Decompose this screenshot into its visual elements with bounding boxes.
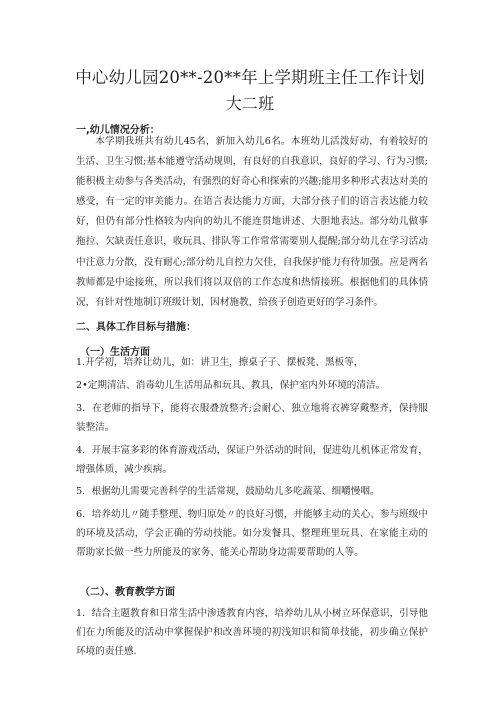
child-analysis-body <box>76 132 428 313</box>
subsection-heading-life: （一）生活方面 <box>80 347 150 358</box>
list-item: 2•定期清洁、消毒幼儿生活用品和玩具、教具，保护室内外环境的清洁。 <box>76 379 386 391</box>
document-title: 中心幼儿园20**-20**年上学期班主任工作计划 <box>75 68 425 87</box>
list-item: 5．根据幼儿需要完善科学的生活常规，鼓励幼儿多吃蔬菜、细嚼慢咽。 <box>76 486 380 498</box>
section-heading-goals: 二、具体工作目标与措施： <box>76 322 196 333</box>
child-analysis-paragraph: 本学期我班共有幼儿45名，新加入幼儿6名。本班幼儿活泼好动，有着较好的生活、卫生习惯;基本能遵守活动规则，有良好的自我意识，良好的学习、行为习惯;能积极主动参与各类活动，有强烈的好奇心和探索的兴趣;能用多种形式表达对美的感受，有一定的审美能力。在语言表达能力方面，大部分孩子们的语言表达能力较好，但仍有部分性格较为内向的幼儿不能连贯地讲述、大胆地表达。部分幼儿做事拖拉、欠缺责任意识，收玩具、排队等工作常常需要别人提醒;部分幼儿在学习活动中注意力分散，没有耐心;部分幼儿自控力欠佳，自我保护能力有待加强。应是两名教师都是中途接班，所以我们将以双倍的工作态度和热情接班。根据他们的具体情况，有针对性地制订班级计划，因材施教，给孩子创造更好的学习条件。 <box>76 136 428 308</box>
life-items-list <box>76 350 428 563</box>
list-item: 3．在老师的指导下，能将衣服叠放整齐;会耐心、独立地将衣裤穿戴整齐，保持服装整洁。 <box>76 402 428 433</box>
section-heading-child-analysis: 一,幼儿情况分析： <box>76 125 160 136</box>
class-name-subtitle: 大二班 <box>225 94 275 113</box>
teaching-items-list <box>76 600 428 662</box>
list-item: 6．培养幼儿〃随手整理、物归原处〃的良好习惯，并能够主动的关心、参与班级中的环境及活动，学会正确的劳动技能。如分发餐具、整理班里玩具、在家能主动的帮助家长做一些力所能及的家务、能关心帮助身边需要帮助的人等。 <box>76 509 428 559</box>
list-item: 1.开学初，培养让幼儿，如：讲卫生，擦桌子子、摆板凳、黑板等， <box>76 357 364 368</box>
list-item: 1．结合主题教育和日常生活中渗透教育内容，培养幼儿从小树立环保意识，引导他们在力所能及的活动中掌握保护和改善环境的初浅知识和简单技能，初步确立保护环境的责任感. <box>76 608 428 658</box>
subsection-heading-teaching: （二）、教育教学方面 <box>80 587 175 598</box>
list-item: 4．开展丰富多彩的体育游戏活动，保证户外活动的时间，促进幼儿机体正常发育，增强体质，减少疾病。 <box>76 444 428 475</box>
